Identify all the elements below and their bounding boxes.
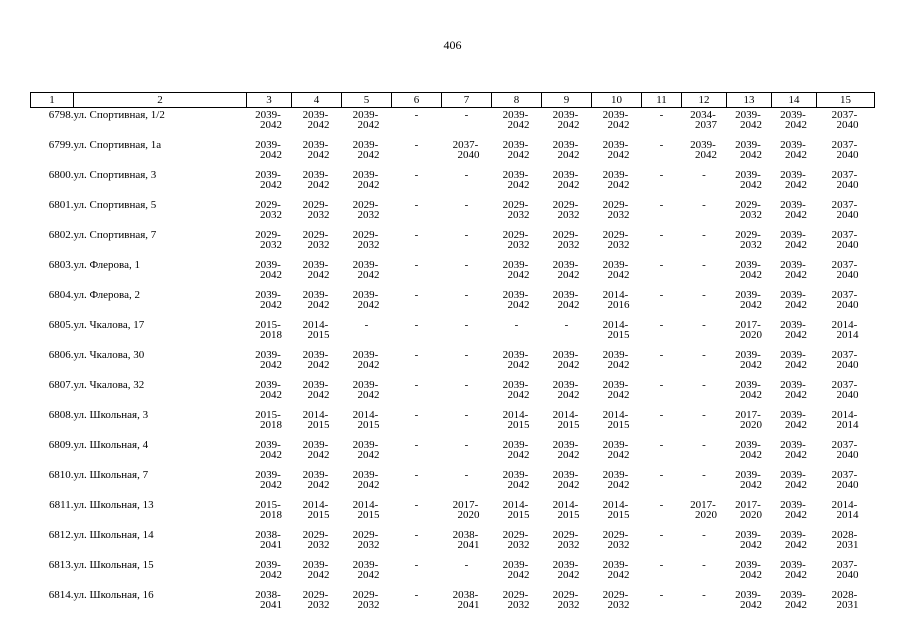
period-cell: 2029- 2032: [502, 589, 530, 611]
period-cell: -: [414, 499, 419, 511]
period-cell: 2039- 2042: [502, 259, 530, 281]
period-cell: 2039- 2042: [602, 439, 630, 461]
table-row: [31, 558, 875, 588]
period-cell: 2039- 2042: [602, 469, 630, 491]
period-cell: 2029- 2032: [602, 529, 630, 551]
period-cell: 2039- 2042: [352, 139, 380, 161]
period-cell: 2039- 2042: [602, 139, 630, 161]
period-cell: 2039- 2042: [352, 379, 380, 401]
row-number: 6801.: [48, 199, 74, 211]
period-cell: 2039- 2042: [735, 349, 762, 371]
period-cell: 2014- 2014: [831, 499, 859, 521]
period-cell: -: [464, 559, 469, 571]
period-cell: 2039- 2042: [502, 169, 530, 191]
period-cell: 2014- 2015: [602, 409, 630, 431]
row-number: 6799.: [48, 139, 74, 151]
table-row: [31, 198, 875, 228]
period-cell: 2039- 2042: [302, 469, 330, 491]
period-cell: 2028- 2031: [831, 589, 859, 611]
address-cell: ул. Школьная, 16: [73, 589, 154, 601]
period-cell: 2037- 2040: [831, 559, 859, 581]
period-cell: 2039- 2042: [780, 259, 807, 281]
address-cell: ул. Спортивная, 1/2: [73, 109, 165, 121]
period-cell: 2039- 2042: [780, 529, 807, 551]
period-cell: -: [414, 229, 419, 241]
period-cell: 2029- 2032: [302, 589, 330, 611]
address-cell: ул. Школьная, 15: [73, 559, 154, 571]
period-cell: 2014- 2015: [302, 409, 330, 431]
period-cell: 2039- 2042: [735, 589, 762, 611]
header-row: [31, 93, 875, 108]
period-cell: 2029- 2032: [352, 199, 380, 221]
period-cell: 2039- 2042: [552, 289, 580, 311]
period-cell: 2039- 2042: [552, 469, 580, 491]
period-cell: 2039- 2042: [735, 529, 762, 551]
period-cell: -: [702, 229, 706, 241]
period-cell: 2039- 2042: [735, 169, 762, 191]
period-cell: -: [414, 379, 419, 391]
period-cell: -: [702, 259, 706, 271]
period-cell: -: [659, 109, 664, 121]
period-cell: 2039- 2042: [552, 379, 580, 401]
column-header-3: 3: [247, 93, 292, 108]
period-cell: 2015- 2018: [255, 409, 282, 431]
period-cell: 2039- 2042: [302, 379, 330, 401]
period-cell: 2039- 2042: [602, 259, 630, 281]
period-cell: 2039- 2042: [352, 109, 380, 131]
column-header-15: 15: [817, 93, 875, 108]
period-cell: 2015- 2018: [255, 319, 282, 341]
table-row: [31, 468, 875, 498]
table-row: [31, 438, 875, 468]
period-cell: 2029- 2032: [302, 529, 330, 551]
period-cell: -: [464, 109, 469, 121]
period-cell: 2037- 2040: [452, 139, 480, 161]
period-cell: 2037- 2040: [831, 439, 859, 461]
period-cell: -: [464, 199, 469, 211]
period-cell: 2029- 2032: [302, 199, 330, 221]
address-cell: ул. Школьная, 4: [73, 439, 149, 451]
table-row: [31, 168, 875, 198]
period-cell: 2029- 2032: [552, 589, 580, 611]
column-header-8: 8: [492, 93, 542, 108]
period-cell: 2039- 2042: [735, 139, 762, 161]
address-cell: ул. Флерова, 1: [73, 259, 140, 271]
period-cell: 2014- 2016: [602, 289, 630, 311]
address-cell: ул. Спортивная, 1а: [73, 139, 162, 151]
period-cell: 2039- 2042: [302, 169, 330, 191]
period-cell: 2037- 2040: [831, 349, 859, 371]
row-number: 6798.: [48, 109, 74, 121]
period-cell: 2039- 2042: [502, 109, 530, 131]
column-header-4: 4: [292, 93, 342, 108]
period-cell: -: [659, 409, 664, 421]
period-cell: 2039- 2042: [602, 559, 630, 581]
page-number: 406: [443, 38, 462, 52]
period-cell: 2029- 2032: [502, 529, 530, 551]
period-cell: 2039- 2042: [780, 349, 807, 371]
period-cell: -: [464, 469, 469, 481]
period-cell: 2039- 2042: [502, 439, 530, 461]
period-cell: -: [414, 199, 419, 211]
period-cell: 2039- 2042: [255, 559, 282, 581]
column-header-11: 11: [642, 93, 682, 108]
period-cell: 2039- 2042: [502, 139, 530, 161]
period-cell: 2039- 2042: [780, 109, 807, 131]
period-cell: 2039- 2042: [780, 409, 807, 431]
table-row: [31, 108, 875, 139]
period-cell: 2029- 2032: [552, 529, 580, 551]
period-cell: 2037- 2040: [831, 379, 859, 401]
row-number: 6800.: [48, 169, 74, 181]
period-cell: 2029- 2032: [302, 229, 330, 251]
period-cell: 2039- 2042: [302, 139, 330, 161]
period-cell: -: [414, 109, 419, 121]
period-cell: 2039- 2042: [352, 169, 380, 191]
period-cell: -: [514, 319, 519, 331]
row-number: 6807.: [48, 379, 74, 391]
period-cell: 2039- 2042: [302, 559, 330, 581]
table-body: [31, 108, 875, 619]
period-cell: 2039- 2042: [502, 379, 530, 401]
period-cell: 2029- 2032: [735, 199, 762, 221]
period-cell: 2039- 2042: [352, 289, 380, 311]
period-cell: 2039- 2042: [780, 319, 807, 341]
period-cell: 2039- 2042: [302, 259, 330, 281]
address-cell: ул. Чкалова, 32: [73, 379, 145, 391]
period-cell: -: [702, 589, 706, 601]
period-cell: 2014- 2015: [352, 409, 380, 431]
row-number: 6802.: [48, 229, 74, 241]
row-number: 6804.: [48, 289, 74, 301]
row-number: 6810.: [48, 469, 74, 481]
table-row: [31, 318, 875, 348]
column-header-14: 14: [772, 93, 817, 108]
address-cell: ул. Школьная, 13: [73, 499, 154, 511]
period-cell: 2029- 2032: [602, 229, 630, 251]
period-cell: 2038- 2041: [452, 589, 480, 611]
period-cell: -: [414, 319, 419, 331]
row-number: 6814.: [48, 589, 74, 601]
period-cell: 2014- 2014: [831, 409, 859, 431]
period-cell: 2039- 2042: [780, 589, 807, 611]
period-cell: -: [702, 169, 706, 181]
period-cell: 2029- 2032: [552, 229, 580, 251]
row-number: 6813.: [48, 559, 74, 571]
period-cell: 2039- 2042: [552, 559, 580, 581]
period-cell: 2039- 2042: [690, 139, 717, 161]
period-cell: 2039- 2042: [302, 349, 330, 371]
table-row: [31, 528, 875, 558]
period-cell: 2039- 2042: [302, 109, 330, 131]
period-cell: -: [414, 439, 419, 451]
period-cell: -: [414, 289, 419, 301]
period-cell: 2039- 2042: [552, 259, 580, 281]
address-cell: ул. Спортивная, 5: [73, 199, 157, 211]
period-cell: -: [659, 469, 664, 481]
column-header-12: 12: [682, 93, 727, 108]
period-cell: -: [702, 469, 706, 481]
period-cell: 2039- 2042: [255, 139, 282, 161]
period-cell: -: [659, 379, 664, 391]
period-cell: 2029- 2032: [735, 229, 762, 251]
period-cell: -: [659, 169, 664, 181]
period-cell: -: [464, 439, 469, 451]
period-cell: 2039- 2042: [255, 109, 282, 131]
period-cell: 2039- 2042: [780, 289, 807, 311]
period-cell: -: [659, 259, 664, 271]
period-cell: 2037- 2040: [831, 259, 859, 281]
period-cell: 2039- 2042: [780, 379, 807, 401]
period-cell: 2039- 2042: [602, 379, 630, 401]
address-cell: ул. Школьная, 14: [73, 529, 154, 541]
period-cell: -: [659, 439, 664, 451]
period-cell: -: [464, 289, 469, 301]
table-row: [31, 258, 875, 288]
column-header-13: 13: [727, 93, 772, 108]
column-header-7: 7: [442, 93, 492, 108]
period-cell: -: [659, 319, 664, 331]
period-cell: -: [464, 169, 469, 181]
period-cell: 2037- 2040: [831, 139, 859, 161]
period-cell: -: [364, 319, 369, 331]
period-cell: -: [702, 319, 706, 331]
period-cell: -: [659, 289, 664, 301]
address-cell: ул. Школьная, 3: [73, 409, 149, 421]
period-cell: -: [702, 409, 706, 421]
table-row: [31, 348, 875, 378]
period-cell: -: [414, 349, 419, 361]
period-cell: 2014- 2015: [502, 499, 530, 521]
table-row: [31, 408, 875, 438]
period-cell: 2039- 2042: [735, 439, 762, 461]
column-header-5: 5: [342, 93, 392, 108]
address-cell: ул. Чкалова, 17: [73, 319, 145, 331]
period-cell: 2014- 2015: [302, 319, 330, 341]
address-cell: ул. Спортивная, 7: [73, 229, 157, 241]
period-cell: 2039- 2042: [255, 379, 282, 401]
period-cell: -: [564, 319, 569, 331]
period-cell: 2039- 2042: [552, 139, 580, 161]
period-cell: 2029- 2032: [352, 529, 380, 551]
period-cell: 2037- 2040: [831, 469, 859, 491]
period-cell: 2014- 2015: [352, 499, 380, 521]
period-cell: 2014- 2015: [602, 499, 630, 521]
address-cell: ул. Флерова, 2: [73, 289, 140, 301]
period-cell: -: [702, 379, 706, 391]
period-cell: -: [414, 559, 419, 571]
period-cell: 2029- 2032: [502, 229, 530, 251]
period-cell: 2039- 2042: [780, 559, 807, 581]
period-cell: -: [659, 199, 664, 211]
row-number: 6808.: [48, 409, 74, 421]
period-cell: 2039- 2042: [602, 349, 630, 371]
period-cell: 2038- 2041: [255, 589, 282, 611]
row-number: 6806.: [48, 349, 74, 361]
period-cell: 2039- 2042: [735, 469, 762, 491]
column-header-6: 6: [392, 93, 442, 108]
period-cell: 2037- 2040: [831, 169, 859, 191]
period-cell: 2017- 2020: [452, 499, 480, 521]
period-cell: 2039- 2042: [502, 289, 530, 311]
period-cell: 2017- 2020: [690, 499, 717, 521]
period-cell: -: [414, 409, 419, 421]
period-cell: 2015- 2018: [255, 499, 282, 521]
table-row: [31, 288, 875, 318]
row-number: 6812.: [48, 529, 74, 541]
period-cell: 2039- 2042: [735, 559, 762, 581]
period-cell: 2039- 2042: [602, 169, 630, 191]
period-cell: 2029- 2032: [352, 229, 380, 251]
table-row: [31, 378, 875, 408]
period-cell: 2034- 2037: [690, 109, 717, 131]
period-cell: -: [702, 559, 706, 571]
period-cell: 2039- 2042: [302, 289, 330, 311]
period-cell: 2037- 2040: [831, 229, 859, 251]
column-header-2: 2: [74, 93, 247, 108]
period-cell: -: [464, 409, 469, 421]
period-cell: 2039- 2042: [352, 439, 380, 461]
period-cell: 2039- 2042: [552, 109, 580, 131]
period-cell: 2029- 2032: [502, 199, 530, 221]
table-row: [31, 228, 875, 258]
period-cell: 2039- 2042: [780, 139, 807, 161]
period-cell: 2039- 2042: [552, 169, 580, 191]
period-cell: -: [414, 469, 419, 481]
period-cell: 2039- 2042: [255, 439, 282, 461]
address-cell: ул. Спортивная, 3: [73, 169, 157, 181]
period-cell: 2039- 2042: [352, 259, 380, 281]
period-cell: 2017- 2020: [735, 499, 762, 521]
period-cell: -: [414, 139, 419, 151]
period-cell: 2039- 2042: [780, 229, 807, 251]
period-cell: -: [464, 349, 469, 361]
period-cell: 2014- 2015: [302, 499, 330, 521]
period-cell: -: [414, 529, 419, 541]
period-cell: 2017- 2020: [735, 319, 762, 341]
column-header-1: 1: [31, 93, 74, 108]
period-cell: 2039- 2042: [255, 349, 282, 371]
period-cell: 2014- 2015: [552, 409, 580, 431]
period-cell: 2039- 2042: [255, 469, 282, 491]
period-cell: 2039- 2042: [352, 559, 380, 581]
period-cell: 2017- 2020: [735, 409, 762, 431]
row-number: 6811.: [49, 499, 74, 511]
period-cell: -: [464, 319, 469, 331]
period-cell: -: [659, 499, 664, 511]
period-cell: -: [464, 229, 469, 241]
period-cell: -: [414, 589, 419, 601]
period-cell: -: [702, 199, 706, 211]
period-cell: 2037- 2040: [831, 289, 859, 311]
address-cell: ул. Чкалова, 30: [73, 349, 145, 361]
period-cell: 2039- 2042: [255, 289, 282, 311]
table-row: [31, 588, 875, 618]
period-cell: 2029- 2032: [602, 199, 630, 221]
table-row: [31, 498, 875, 528]
period-cell: -: [659, 529, 664, 541]
period-cell: 2039- 2042: [735, 259, 762, 281]
period-cell: 2037- 2040: [831, 199, 859, 221]
period-cell: 2039- 2042: [735, 109, 762, 131]
period-cell: 2014- 2015: [552, 499, 580, 521]
period-cell: 2029- 2032: [255, 199, 282, 221]
period-cell: 2039- 2042: [255, 169, 282, 191]
period-cell: 2039- 2042: [255, 259, 282, 281]
period-cell: -: [702, 349, 706, 361]
period-cell: 2039- 2042: [735, 289, 762, 311]
period-cell: -: [702, 529, 706, 541]
period-cell: 2029- 2032: [602, 589, 630, 611]
period-cell: 2029- 2032: [255, 229, 282, 251]
schedule-table: [30, 92, 875, 618]
period-cell: -: [659, 349, 664, 361]
period-cell: 2029- 2032: [552, 199, 580, 221]
period-cell: -: [464, 379, 469, 391]
period-cell: 2039- 2042: [780, 469, 807, 491]
period-cell: -: [659, 589, 664, 601]
period-cell: 2039- 2042: [780, 199, 807, 221]
period-cell: 2038- 2041: [452, 529, 480, 551]
period-cell: -: [702, 439, 706, 451]
table-row: [31, 138, 875, 168]
period-cell: 2039- 2042: [735, 379, 762, 401]
period-cell: 2039- 2042: [352, 349, 380, 371]
period-cell: 2037- 2040: [831, 109, 859, 131]
period-cell: 2014- 2015: [502, 409, 530, 431]
period-cell: 2014- 2014: [831, 319, 859, 341]
period-cell: -: [702, 289, 706, 301]
period-cell: -: [659, 559, 664, 571]
period-cell: -: [414, 259, 419, 271]
period-cell: 2039- 2042: [780, 439, 807, 461]
address-cell: ул. Школьная, 7: [73, 469, 149, 481]
period-cell: 2039- 2042: [502, 349, 530, 371]
period-cell: -: [659, 139, 664, 151]
period-cell: 2038- 2041: [255, 529, 282, 551]
period-cell: 2039- 2042: [602, 109, 630, 131]
period-cell: 2039- 2042: [302, 439, 330, 461]
period-cell: 2029- 2032: [352, 589, 380, 611]
period-cell: -: [464, 259, 469, 271]
period-cell: 2039- 2042: [502, 559, 530, 581]
period-cell: 2039- 2042: [502, 469, 530, 491]
row-number: 6805.: [48, 319, 74, 331]
period-cell: 2039- 2042: [780, 169, 807, 191]
column-header-9: 9: [542, 93, 592, 108]
period-cell: 2039- 2042: [552, 349, 580, 371]
period-cell: 2028- 2031: [831, 529, 859, 551]
column-header-10: 10: [592, 93, 642, 108]
period-cell: 2014- 2015: [602, 319, 630, 341]
period-cell: -: [414, 169, 419, 181]
period-cell: 2039- 2042: [552, 439, 580, 461]
period-cell: 2039- 2042: [352, 469, 380, 491]
row-number: 6809.: [48, 439, 74, 451]
period-cell: -: [659, 229, 664, 241]
row-number: 6803.: [48, 259, 74, 271]
period-cell: 2039- 2042: [780, 499, 807, 521]
